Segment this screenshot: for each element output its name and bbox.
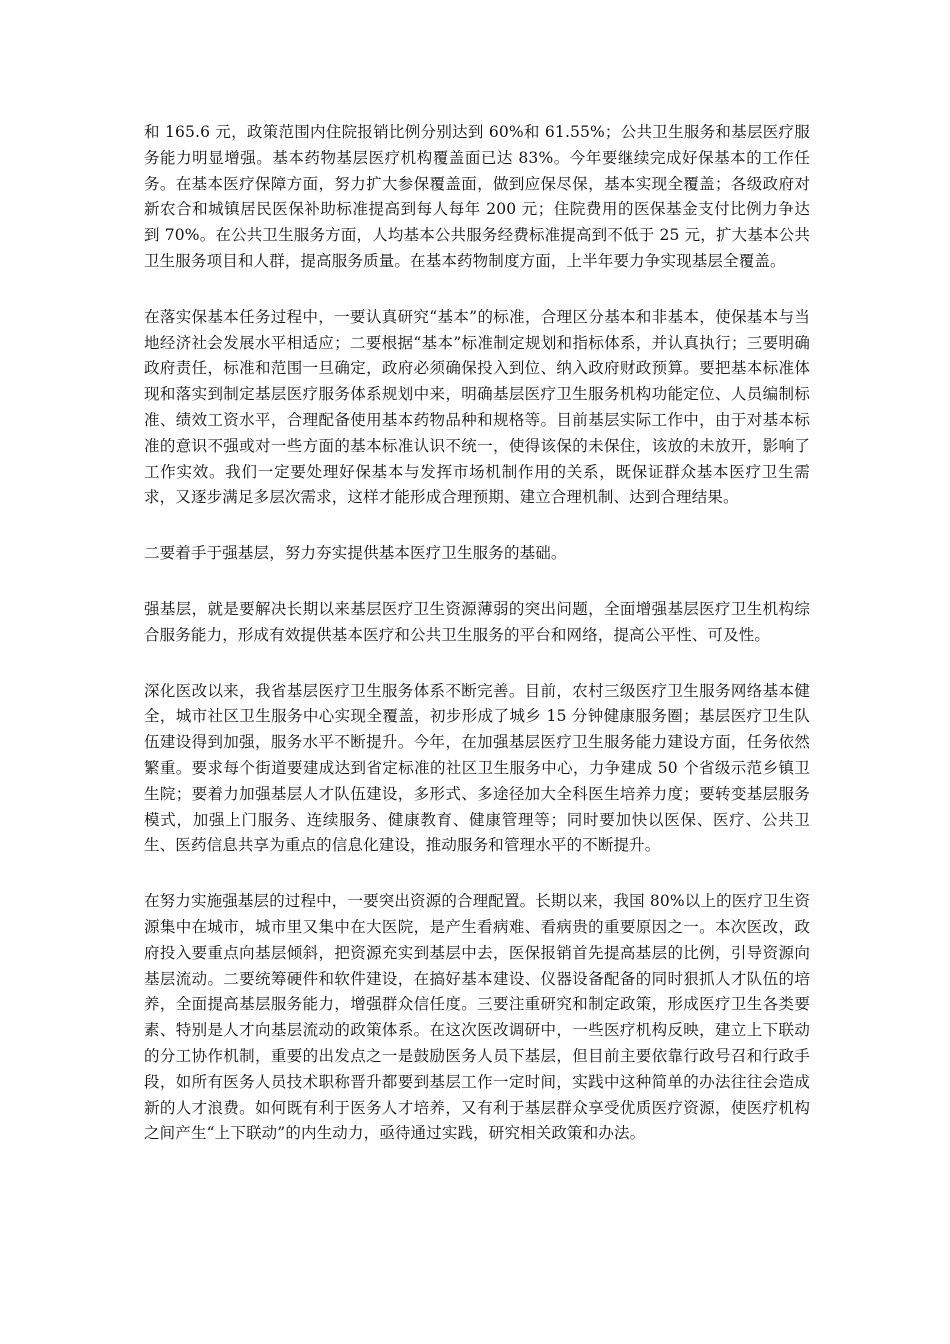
paragraph-4: 强基层，就是要解决长期以来基层医疗卫生资源薄弱的突出问题，全面增强基层医疗卫生机构综合服务能力，形成有效提供基本医疗和公共卫生服务的平台和网络，提高公平性、可及性。 (144, 599, 810, 644)
paragraph-3: 二要着手于强基层，努力夯实提供基本医疗卫生服务的基础。 (144, 544, 567, 563)
paragraph-2: 在落实保基本任务过程中，一要认真研究“基本”的标准，合理区分基本和非基本，使保基本与当地经济社会发展水平相适应；二要根据“基本”标准制定规划和指标体系，并认真执行；三要明确政府责任，标准和范围一旦确定，政府必须确保投入到位、纳入政府财政预算。要把基本标准体现和落实到制定基层医疗服务体系规划中来，明确基层医疗卫生服务机构功能定位、人员编制标准、绩效工资水平，合理配备使用基本药物品种和规格等。目前基层实际工作中，由于对基本标准的意识不强或对一些方面的基本标准认识不统一，使得该保的未保住，该放的未放开，影响了工作实效。我们一定要处理好保基本与发挥市场机制作用的关系，既保证群众基本医疗卫生需求，又逐步满足多层次需求，这样才能形成合理预期、建立合理机制、达到合理结果。 (144, 307, 810, 507)
paragraph-5: 深化医改以来，我省基层医疗卫生服务体系不断完善。目前，农村三级医疗卫生服务网络基本健全，城市社区卫生服务中心实现全覆盖，初步形成了城乡 15 分钟健康服务圈；基层医疗卫生队伍建设得到加强，服务水平不断提升。今年，在加强基层医疗卫生服务能力建设方面，任务依然繁重。要求每个街道要建成达到省定标准的社区卫生服务中心，力争建成 50 个省级示范乡镇卫生院；要着力加强基层人才队伍建设，多形式、多途径加大全科医生培养力度；要转变基层服务模式，加强上门服务、连续服务、健康教育、健康管理等；同时要加快以医保、医疗、公共卫生、医药信息共享为重点的信息化建设，推动服务和管理水平的不断提升。 (144, 681, 810, 855)
paragraph-6: 在努力实施强基层的过程中，一要突出资源的合理配置。长期以来，我国 80%以上的医疗卫生资源集中在城市，城市里又集中在大医院，是产生看病难、看病贵的重要原因之一。本次医改，政府投入要重点向基层倾斜，把资源充实到基层中去，医保报销首先提高基层的比例，引导资源向基层流动。二要统筹硬件和软件建设，在搞好基本建设、仪器设备配备的同时狠抓人才队伍的培养，全面提高基层服务能力，增强群众信任度。三要注重研究和制定政策，形成医疗卫生各类要素、特别是人才向基层流动的政策体系。在这次医改调研中，一些医疗机构反映，建立上下联动的分工协作机制，重要的出发点之一是鼓励医务人员下基层，但目前主要依靠行政号召和行政手段，如所有医务人员技术职称晋升都要到基层工作一定时间，实践中这种简单的办法往往会造成新的人才浪费。如何既有利于医务人才培养，又有利于基层群众享受优质医疗资源，使医疗机构之间产生“上下联动”的内生动力，亟待通过实践，研究相关政策和办法。 (144, 892, 810, 1143)
paragraph-1: 和 165.6 元，政策范围内住院报销比例分别达到 60%和 61.55%；公共卫生服务和基层医疗服务能力明显增强。基本药物基层医疗机构覆盖面已达 83%。今年要继续完成好保基本的工作任务。在基本医疗保障方面，努力扩大参保覆盖面，做到应保尽保，基本实现全覆盖；各级政府对新农合和城镇居民医保补助标准提高到每人每年 200 元；住院费用的医保基金支付比例力争达到 70%。在公共卫生服务方面，人均基本公共服务经费标准提高到不低于 25 元，扩大基本公共卫生服务项目和人群，提高服务质量。在基本药物制度方面，上半年要力争实现基层全覆盖。 (144, 123, 810, 270)
